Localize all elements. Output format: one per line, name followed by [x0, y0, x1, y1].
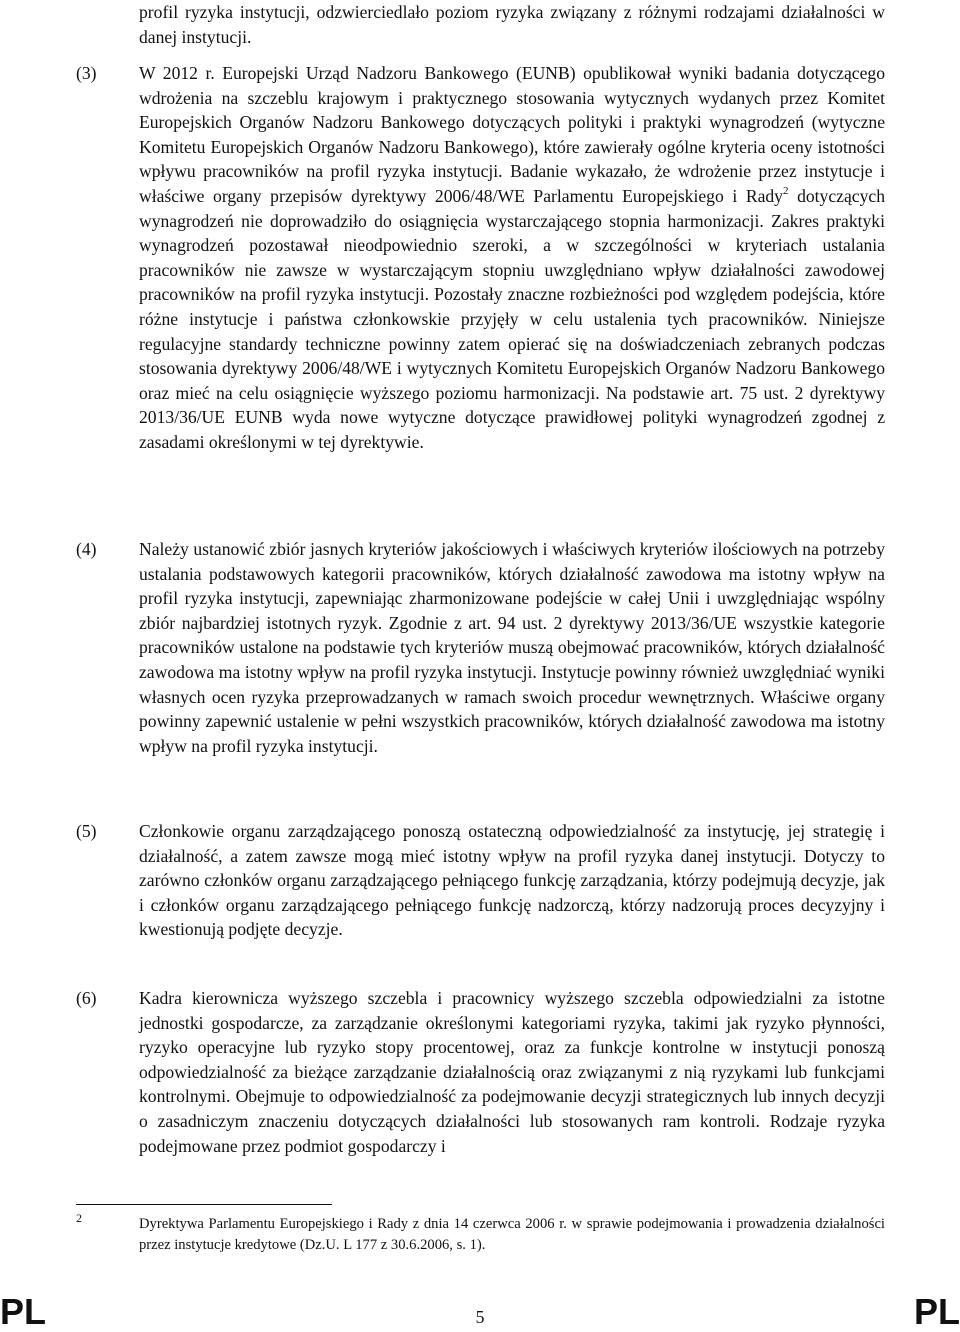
footnote-separator: [76, 1204, 332, 1205]
recital-3-text-part-1: W 2012 r. Europejski Urząd Nadzoru Bankowego (EUNB) opublikował wyniki badania dotyczącego wdrożenia na szczeblu krajowym i praktycznego stosowania wytycznych wydanych przez Komitet Europejskich Organów Nadzoru Bankowego dotyczących polityki i praktyki wynagrodzeń (wytyczne Komitetu Europejskich Organów Nadzoru Bankowego), które zawierały ogólne kryteria oceny istotności wpływu pracowników na profil ryzyka instytucji. Badanie wykazało, że wdrożenie przez instytucje i właściwe organy przepisów dyrektywy 2006/48/WE Parlamentu Europejskiego i Rady: [139, 63, 885, 206]
footer-language-right: PL: [913, 1291, 960, 1332]
footer-language-left: PL: [0, 1291, 47, 1332]
recital-3-text-part-2: dotyczących wynagrodzeń nie doprowadziło do osiągnięcia wystarczającego stopnia harmonizacji. Zakres praktyki wynagrodzeń pozostawał nieodpowiednio szeroki, a w szczególności w kryteriach ustalania pracowników nie zawsze w wystarczającym stopniu uwzględniano wpływ działalności zawodowej pracowników na profil ryzyka instytucji. Pozostały znaczne rozbieżności pod względem podejścia, które różne instytucje i państwa członkowskie przyjęły w celu ustalenia tych pracowników. Niniejsze regulacyjne standardy techniczne powinny zatem opierać się na doświadczeniach zebranych podczas stosowania dyrektywy 2006/48/WE i wytycznych Komitetu Europejskich Organów Nadzoru Bankowego oraz mieć na celu osiągnięcie wyższego poziomu harmonizacji. Na podstawie art. 75 ust. 2 dyrektywy 2013/36/UE EUNB wyda nowe wytyczne dotyczące prawidłowej polityki wynagrodzeń zgodnej z zasadami określonymi w tej dyrektywie.: [139, 185, 885, 452]
recital-number: (3): [76, 63, 97, 83]
footnote-mark: 2: [76, 1211, 82, 1225]
recital-4-paragraph: Należy ustanowić zbiór jasnych kryteriów jakościowych i właściwych kryteriów ilościowych na potrzeby ustalania podstawowych kategorii pracowników, których działalność zawodowa ma istotny wpływ na profil ryzyka instytucji, zapewniając zharmonizowane podejście w całej Unii i uwzględniając wspólny zbiór najbardziej istotnych ryzyk. Zgodnie z art. 94 ust. 2 dyrektywy 2013/36/UE wszystkie kategorie pracowników ustalone na podstawie tych kryteriów muszą obejmować pracowników, których działalność zawodowa ma istotny wpływ na profil ryzyka instytucji. Instytucje powinny również uwzględniać wyniki własnych ocen ryzyka przeprowadzanych w ramach swoich procedur wewnętrznych. Właściwe organy powinny zapewnić ustalenie w pełni wszystkich pracowników, których działalność zawodowa ma istotny wpływ na profil ryzyka instytucji.: [139, 539, 885, 756]
recital-6-paragraph: Kadra kierownicza wyższego szczebla i pracownicy wyższego szczebla odpowiedzialni za istotne jednostki gospodarcze, za zarządzanie określonymi kategoriami ryzyka, takimi jak ryzyko płynności, ryzyko operacyjne lub ryzyko stopy procentowej, oraz za funkcje kontrolne w instytucji ponoszą odpowiedzialność za bieżące zarządzanie działalnością oraz związanymi z nią ryzykami lub funkcjami kontrolnymi. Obejmuje to odpowiedzialność za podejmowanie decyzji strategicznych lub innych decyzji o zasadniczym znaczeniu dotyczących działalności lub stosowanych ram kontroli. Rodzaje ryzyka podejmowane przez podmiot gospodarczy i: [139, 988, 885, 1156]
footnote-text: Dyrektywa Parlamentu Europejskiego i Rady z dnia 14 czerwca 2006 r. w sprawie podejmowania i prowadzenia działalności przez instytucje kredytowe (Dz.U. L 177 z 30.6.2006, s. 1).: [139, 1216, 885, 1253]
recital-3-paragraph: [139, 61, 885, 455]
footnote-reference[interactable]: 2: [782, 185, 789, 198]
recital-number: (4): [76, 539, 97, 559]
recital-5-paragraph: Członkowie organu zarządzającego ponoszą ostateczną odpowiedzialność za instytucję, jej strategię i działalność, a zatem zawsze mogą mieć istotny wpływ na profil ryzyka danej instytucji. Dotyczy to zarówno członków organu zarządzającego pełniącego funkcję zarządzania, którzy podejmują decyzje, jak i członków organu zarządzającego pełniącego funkcję nadzorczą, którzy nadzorują proces decyzyjny i kwestionują podjęte decyzje.: [139, 821, 885, 940]
page-number: 5: [475, 1307, 485, 1327]
recital-number: (5): [76, 821, 97, 841]
intro-paragraph: profil ryzyka instytucji, odzwierciedlało poziom ryzyka związany z różnymi rodzajami działalności w danej instytucji.: [139, 2, 885, 47]
recital-number: (6): [76, 988, 97, 1008]
